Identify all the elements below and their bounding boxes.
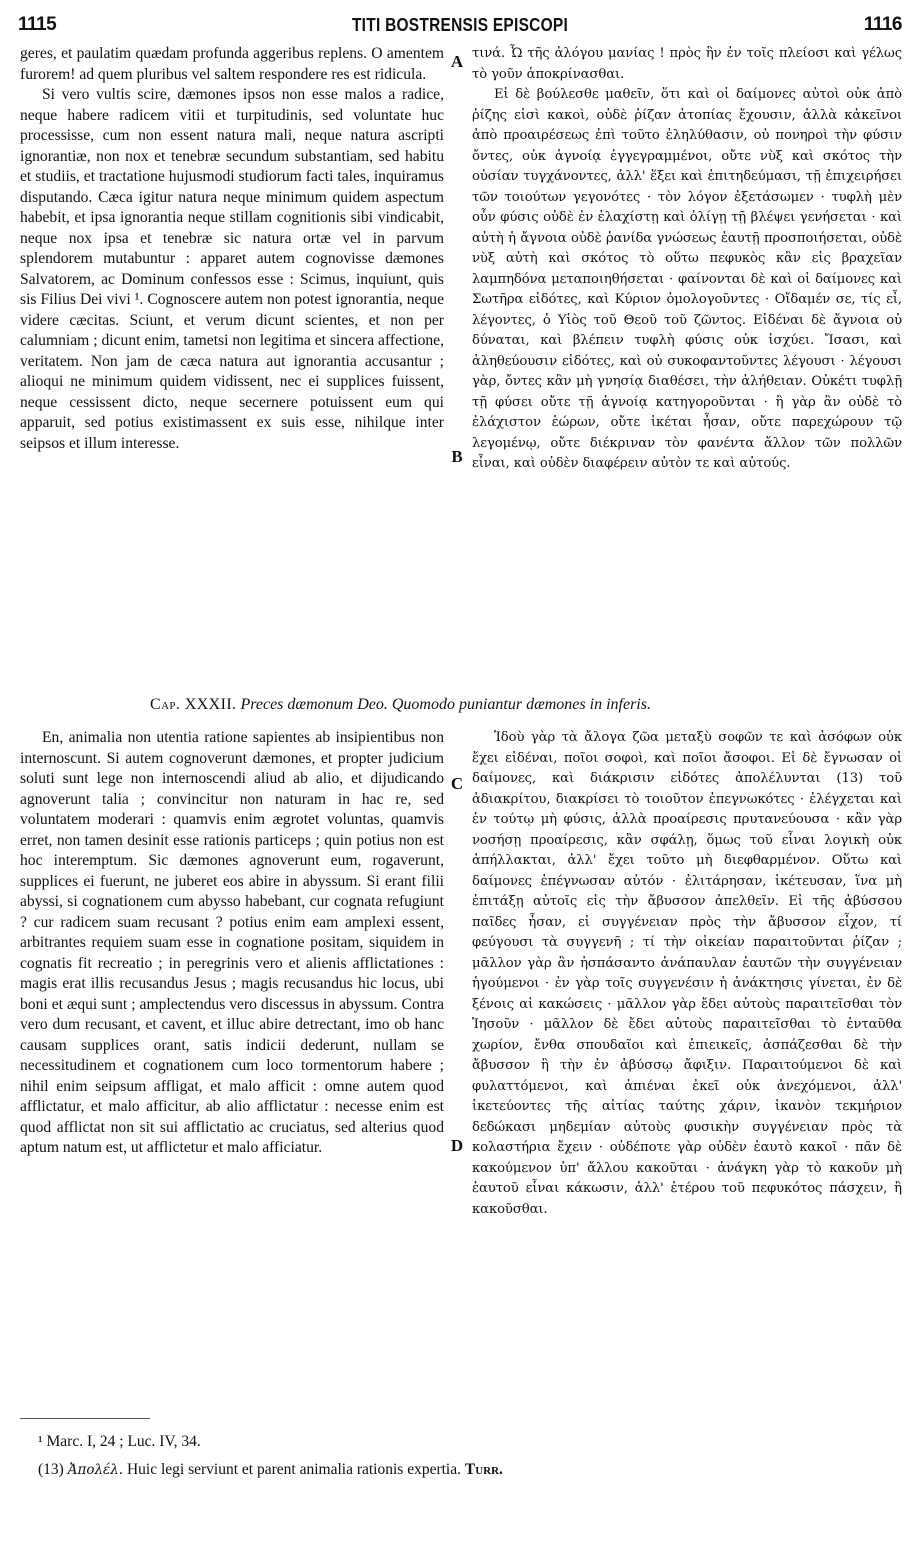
greek-column-lower [472,728,902,1220]
footnote-1: ¹ Marc. I, 24 ; Luc. IV, 34. [38,1433,201,1450]
page-number-left: 1115 [18,14,57,35]
footnote-number: (13) [38,1461,64,1478]
chapter-title: Preces dæmonum Deo. Quomodo puniantur dæmones in inferis. [240,696,651,713]
latin-paragraph: En, animalia non utentia ratione sapientes ab insipientibus non internoscunt. Si autem cognoverunt dæmones, et propter judicium soluti sunt lege non internoscendi aliud ab alio, et dijudicando agnoverunt talia ; convincitur non naturam in hac re, sed voluntatem moderari : quamvis enim ægrotet voluntas, quamvis erret, non tamen desinit esse rationis particeps ; quin potius non est hoc interemptum. Sic dæmones agnoverunt eum, rogaverunt, supplices ei fuerunt, ne juberet eos abire in abyssum. Si erant filii abyssi, si cognationem cum abysso habebant, cur cognata refugiunt ? cur radicem suam recusant ? potius enim eam amplexi essent, arbitrantes requiem suam esse in cognatione positam, siquidem in cognatis fit recreatio ; in peregrinis vero et alienis afflictationes : magis erat illis recusandus Jesus ; magis recusandus hic locus, ubi boni et æqui sunt ; amplectendus vero discessus in abyssum. Contra vero dum recusant, et cavent, et illuc abire detrectant, imo ob hanc causam supplices orant, satis indicii dederunt, nullam se necessitudinem et cognationem cum loco tormentorum habere ; nihil enim seipsum affligat, et malo afficit : omne autem quod afflictatur, et malo afficitur, ab alio afflictatur : necesse enim est quod afflictat non sit sui afflictatio ac cruciatus, sed alterius quod aptum natum est, ut afflictetur et malo afficiatur. [20,729,444,1156]
latin-column-lower [20,728,444,1159]
running-header [18,14,902,40]
margin-marker-a: A [450,52,464,71]
latin-column-upper [20,44,444,454]
greek-paragraph: Ἰδοὺ γὰρ τὰ ἄλογα ζῶα μεταξὺ σοφῶν τε καὶ ἀσόφων οὐκ ἔχει εἰδέναι, ποῖοι σοφοὶ, καὶ ποῖοι ἄσοφοι. Εἰ δὲ ἔγνωσαν οἱ δαίμονες, καὶ διάκρισιν εἰδότες ἀπολέλυνται (13) τοῦ ἀδιακρίτου, διακρίσει τὸ τοιοῦτον ἐπεγνωκότες · ἐλέγχεται καὶ ἐν τούτῳ μὴ φύσις, ἀλλὰ προαίρεσις πρυτανεύουσα · κἂν γὰρ νοσήσῃ προαίρεσις, κἂν σφάλῃ, ὅμως τοῦ εἶναι λογικὴ οὐκ ἀπήλλακται, ἀλλ' ἔχει τοῦτο μὴ διεφθαρμένον. Οὕτω καὶ δαίμονες ἐπέγνωσαν αὐτόν · ἐλιτάρησαν, ἱκέτευσαν, ἵνα μὴ ἐπιτάξῃ αὐτοῖς εἰς τὴν ἄβυσσον ἀπελθεῖν. Εἰ τῆς ἀβύσσου παῖδες ἦσαν, εἰ συγγένειαν πρὸς τὴν ἄβυσσον εἶχον, τί φεύγουσι τὰ συγγενῆ ; τί τὴν οἰκείαν παραιτοῦνται ῥίζαν ; μᾶλλον γὰρ ἂν ἠσπάσαντο ἀνάπαυλαν ἑαυτῶν τὴν συγγένειαν ἡγούμενοι · ἐν γὰρ τοῖς συγγενέσιν ἡ ἀνάκτησις γίνεται, ἐν δὲ ξένοις αἱ κακώσεις · μᾶλλον γὰρ ἔδει αὐτοὺς παραιτεῖσθαι τὸν Ἰησοῦν · μᾶλλον δὲ ἔδει αὐτοὺς παραιτεῖσθαι τὸ ἐνταῦθα χωρίον, ἔνθα σπουδαῖοι καὶ ἐπιεικεῖς, ἀσπάζεσθαι δὲ τὴν ἄβυσσον ἢ τὴν ἐν ἀβύσσῳ ἄφιξιν. Παραιτούμενοι δὲ καὶ φυλαττόμενοι, καὶ ἀπιέναι ἐκεῖ οὐκ ἀνεχόμενοι, ἀλλ' ἱκετεύοντες τῆς αἰτίας ταύτης χάριν, ἱκανὸν τεκμήριον δεδώκασι μηδεμίαν αὐτοὺς φυσικὴν συγγένειαν πρὸς τὰ κολαστήρια ἔχειν · οὐδέποτε γὰρ οὐδὲν ἑαυτὸ κακοῖ · πᾶν δὲ κακούμενον ὑπ' ἄλλου κακοῦται · ἀνάγκη γὰρ τὸ κακοῦν μὴ ἑαυτοῦ εἶναι κάκωσιν, ἀλλ' ἑτέρου τοῦ πεφυκότος πάσχειν, ἢ κακοῦσθαι. [472,730,902,1217]
chapter-heading [150,696,890,714]
footnote-signature: Turr. [464,1461,503,1478]
footnote-13 [38,1461,503,1479]
footnote-text: Huic legi serviunt et parent animalia rationis expertia. [126,1461,461,1478]
greek-column-upper [472,44,902,475]
page-number-right: 1116 [863,14,902,35]
latin-paragraph: Si vero vultis scire, dæmones ipsos non esse malos a radice, neque habere radicem vitii et turpitudinis, sed voluntate huc processisse, cum non essent natura mali, neque natura ascripti ignorantiæ, non nox et tenebræ secundum substantiam, sed habitu et studiis, et tractatione hujusmodi studiorum facti tales, inquiramus disputando. Cæca igitur natura neque minimum quidem aspectum habebit, et ipsa ignorantia neque stillam cognitionis sibi vindicabit, neque nox ipsa et tenebræ sic natura ortæ vel in parvum splendorem mutabuntur : apparet autem cognovisse dæmones Salvatorem, ac Dominum confessos esse : Scimus, inquiunt, quis sis Filius Dei vivi ¹. Cognoscere autem non potest ignorantia, neque videre cæcitas. Sciunt, et verum dicunt scientes, et non per calumniam ; dicunt enim, tametsi non legitima et sincera affectione, veritatem. Non jam de cæca natura aut ignorantia accusantur ; alioqui ne minimum quidem vidissent, nec ei supplices fuissent, neque cessissent dicto, neque secernere potuissent eum qui apparuit, sed potius existimassent ex suis esse, nihilque inter seipsos et illum interesse. [20,86,444,452]
margin-marker-d: D [450,1136,464,1155]
running-title: TITI BOSTRENSIS EPISCOPI [351,15,569,35]
chapter-number: Cap. XXXII. [150,696,237,713]
margin-marker-c: C [450,774,464,793]
greek-paragraph: Εἰ δὲ βούλεσθε μαθεῖν, ὅτι καὶ οἱ δαίμονες αὐτοὶ οὐκ ἀπὸ ῥίζης εἰσὶ κακοὶ, οὐδὲ ῥίζαν ἀτοπίας ἔχουσιν, ἀλλὰ κἀκεῖνοι ἀπὸ προαιρέσεως ἐπὶ τοῦτο ἐληλύθασιν, οὐ πονηροὶ τὴν φύσιν ὄντες, οὐκ ἀγνοίᾳ ἐγγεγραμμένοι, οὔτε νὺξ καὶ σκότος τὴν οὐσίαν τυγχάνοντες, ἀλλ' ἕξει καὶ ἐπιτηδεύμασι, τῇ ἐπιχειρήσει τῶν τοιούτων γεγονότες · τὸν λόγον ἐξετάσωμεν · τυφλὴ μὲν οὖν φύσις οὐδὲ ἐν ἐλαχίστῃ καὶ ὀλίγῃ τῇ βλέψει γενήσεται · καὶ αὐτὴ ἡ ἄγνοια οὐδὲ ῥανίδα γνώσεως ἑαυτῇ προσποιήσεται, οὐδὲ νὺξ αὐτὴ καὶ σκότος τὸ οὕτω πεφυκὸς κἂν εἰς βραχεῖαν λαμπηδόνα μεταποιηθήσεται · φαίνονται δὲ καὶ οἱ δαίμονες καὶ Σωτῆρα εἰδότες, καὶ Κύριον ὁμολογοῦντες · Οἴδαμέν σε, τίς εἶ, λέγοντες, ὁ Υἱὸς τοῦ Θεοῦ τοῦ ζῶντος. Εἰδέναι δὲ ἄγνοια οὐ δύναται, καὶ βλέπειν τυφλὴ φύσις οὐκ ἰσχύει. Ἴσασι, καὶ ἀληθεύουσιν εἰδότες, καὶ οὐ συκοφαντοῦντες λέγουσι · λέγουσι γὰρ, ὄντες κἂν μὴ γνησίᾳ διαθέσει, τὴν ἀλήθειαν. Οὐκέτι τυφλῇ τῇ φύσει οὔτε τῇ ἀγνοίᾳ κατηγοροῦνται · ἢ γὰρ ἂν οὐδὲ τὸ ἐλάχιστον ἑώρων, οὔτε ἱκέται ἦσαν, οὔτε παρεχώρουν τῷ λεγομένῳ, οὔτε διέκριναν τὸν φανέντα ἄλλον τῶν πολλῶν εἶναι, καὶ οὐδὲν διαφέρειν αὐτὸν τε καὶ αὐτούς. [472,87,902,471]
footnote-rule [20,1418,150,1419]
greek-paragraph: τινά. Ὦ τῆς ἀλόγου μανίας ! πρὸς ἣν ἐν τοῖς πλείοσι καὶ γέλως τὸ γοῦν ἀποκρίνασθαι. [472,46,902,82]
footnote-greek-lemma: Ἀπολέλ. [67,1462,124,1478]
latin-paragraph: geres, et paulatim quædam profunda aggeribus replens. O amentem furorem! ad quem pluribus vel saltem respondere res est ridicula. [20,45,444,83]
margin-marker-b: B [451,447,463,466]
